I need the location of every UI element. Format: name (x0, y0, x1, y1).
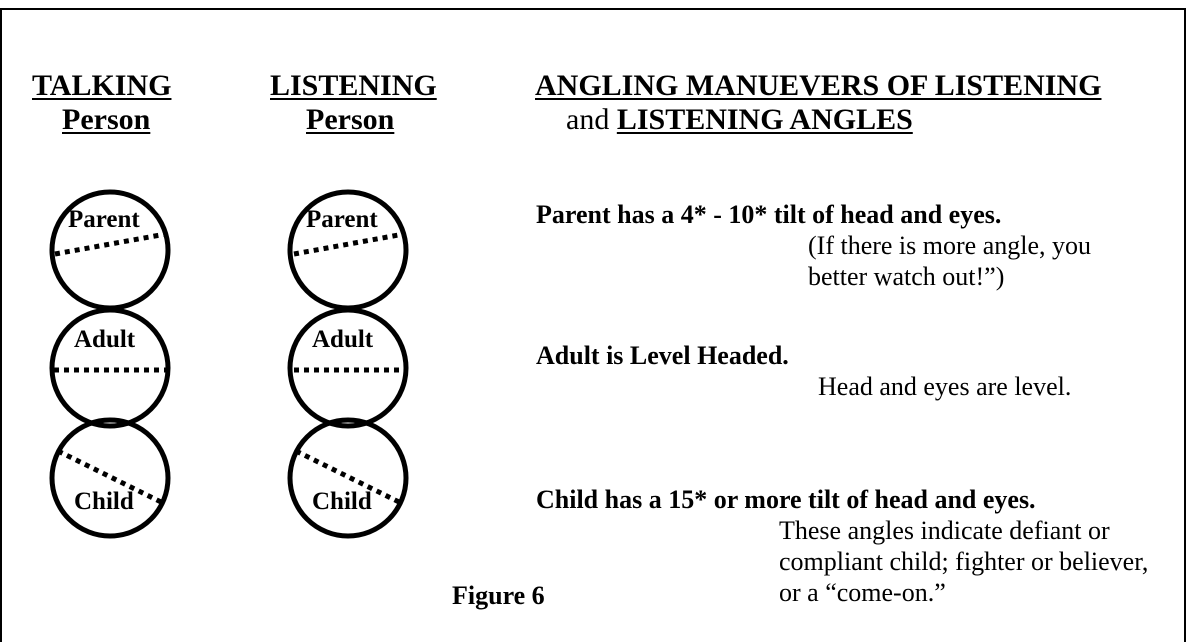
figure-caption: Figure 6 (452, 581, 545, 610)
listening-child-circle (290, 420, 406, 536)
talking-parent-label: Parent (68, 206, 140, 233)
listening-child-label: Child (312, 488, 372, 515)
listening-person-stack (290, 192, 406, 536)
parent-description-line-2: better watch out!”) (808, 262, 1005, 291)
talking-parent-tilt-line (55, 234, 166, 254)
parent-description-line-1: (If there is more angle, you (808, 231, 1092, 260)
talking-child-circle (52, 420, 168, 536)
angling-header: ANGLING MANUEVERS OF LISTENING (535, 69, 1102, 102)
listening-parent-label: Parent (306, 206, 378, 233)
listening-adult-label: Adult (312, 326, 374, 353)
talking-header: TALKING (32, 69, 172, 102)
child-description-title: Child has a 15* or more tilt of head and eyes. (536, 485, 1036, 514)
talking-person-stack (52, 192, 168, 536)
child-description-line-1: These angles indicate defiant or (779, 516, 1110, 545)
talking-subheader: Person (62, 103, 151, 136)
listening-parent-tilt-line (294, 234, 404, 254)
talking-child-label: Child (74, 488, 134, 515)
child-description-line-2: compliant child; fighter or believer, (779, 547, 1149, 576)
angling-subheader (566, 104, 913, 136)
angling-subheader-bold: LISTENING ANGLES (616, 103, 913, 136)
angling-subheader-prefix: and (566, 103, 617, 136)
adult-description-title: Adult is Level Headed. (536, 341, 789, 370)
listening-subheader: Person (306, 103, 395, 136)
listening-header: LISTENING (270, 69, 437, 102)
adult-description-line-1: Head and eyes are level. (818, 372, 1072, 401)
parent-description-title: Parent has a 4* - 10* tilt of head and eyes. (536, 200, 1002, 229)
talking-adult-label: Adult (74, 326, 136, 353)
child-description-line-3: or a “come-on.” (779, 578, 946, 607)
